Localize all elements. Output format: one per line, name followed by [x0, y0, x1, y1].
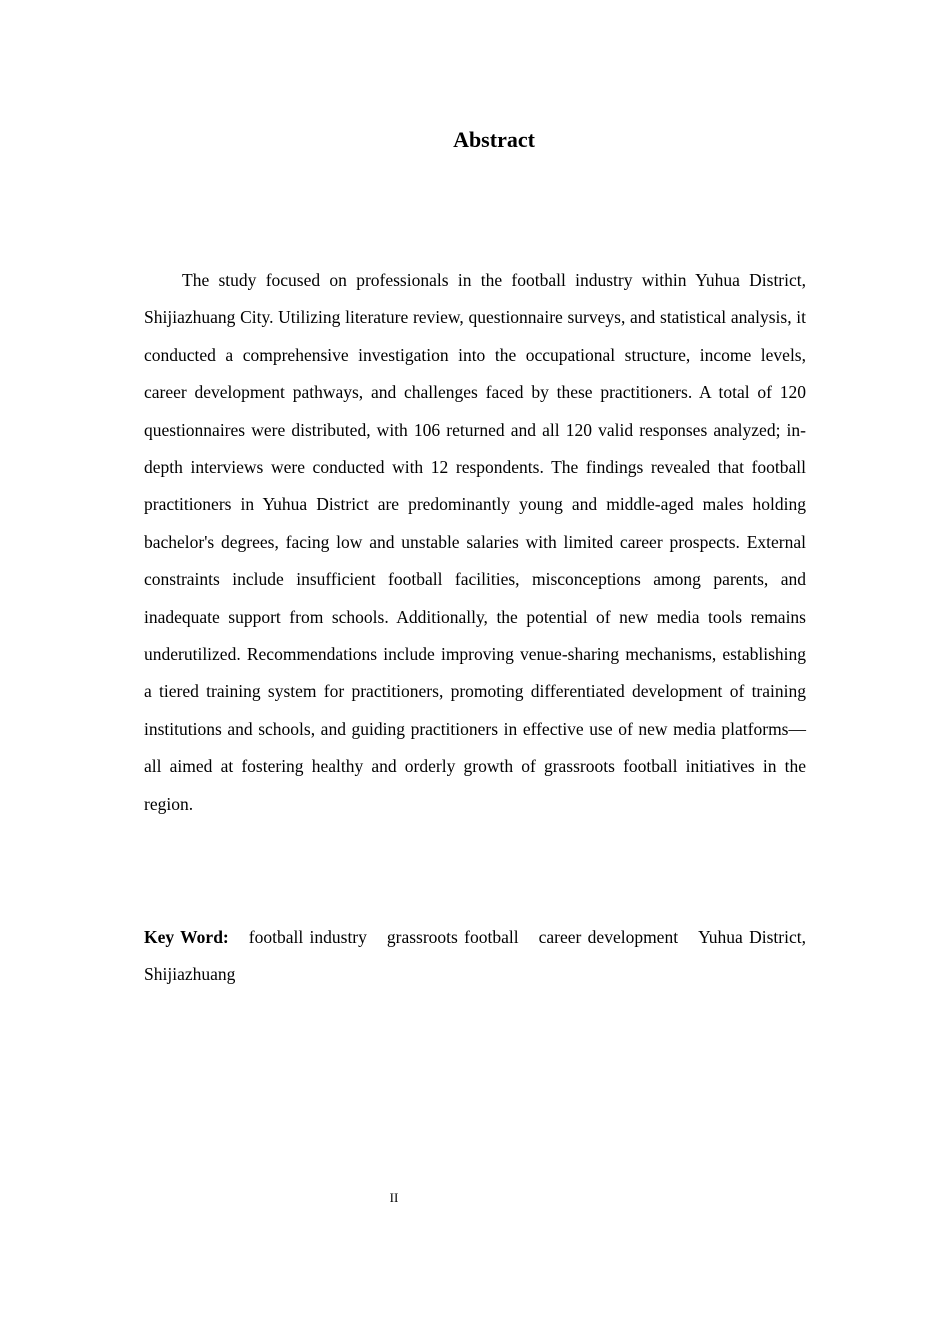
abstract-body: The study focused on professionals in the football industry within Yuhua District, Shijiazhuang City. Utilizing literature review, questionnaire surveys, and statistical analysis, it conducted a comprehensive investigation into the occupational structure, income levels, career development pathways, and challenges faced by these practitioners. A total of 120 questionnaires were distributed, with 106 returned and all 120 valid responses analyzed; in-depth interviews were conducted with 12 respondents. The findings revealed that football practitioners in Yuhua District are predominantly young and middle-aged males holding bachelor's degrees, facing low and unstable salaries with limited career prospects. External constraints include insufficient football facilities, misconceptions among parents, and inadequate support from schools. Additionally, the potential of new media tools remains underutilized. Recommendations include improving venue-sharing mechanisms, establishing a tiered training system for practitioners, promoting differentiated development of training institutions and schools, and guiding practitioners in effective use of new media platforms—all aimed at fostering healthy and orderly growth of grassroots football initiatives in the region.	[144, 270, 806, 814]
keyword-item: career development	[538, 927, 679, 947]
keyword-item: grassroots football	[386, 927, 519, 947]
page-number: II	[389, 1190, 399, 1205]
keyword-item: football industry	[248, 927, 367, 947]
keywords-line	[144, 919, 806, 994]
page-title: Abstract	[453, 127, 535, 152]
keyword-item: Yuhua District, Shijiazhuang	[144, 927, 806, 985]
keywords-label: Key Word:	[144, 927, 229, 947]
